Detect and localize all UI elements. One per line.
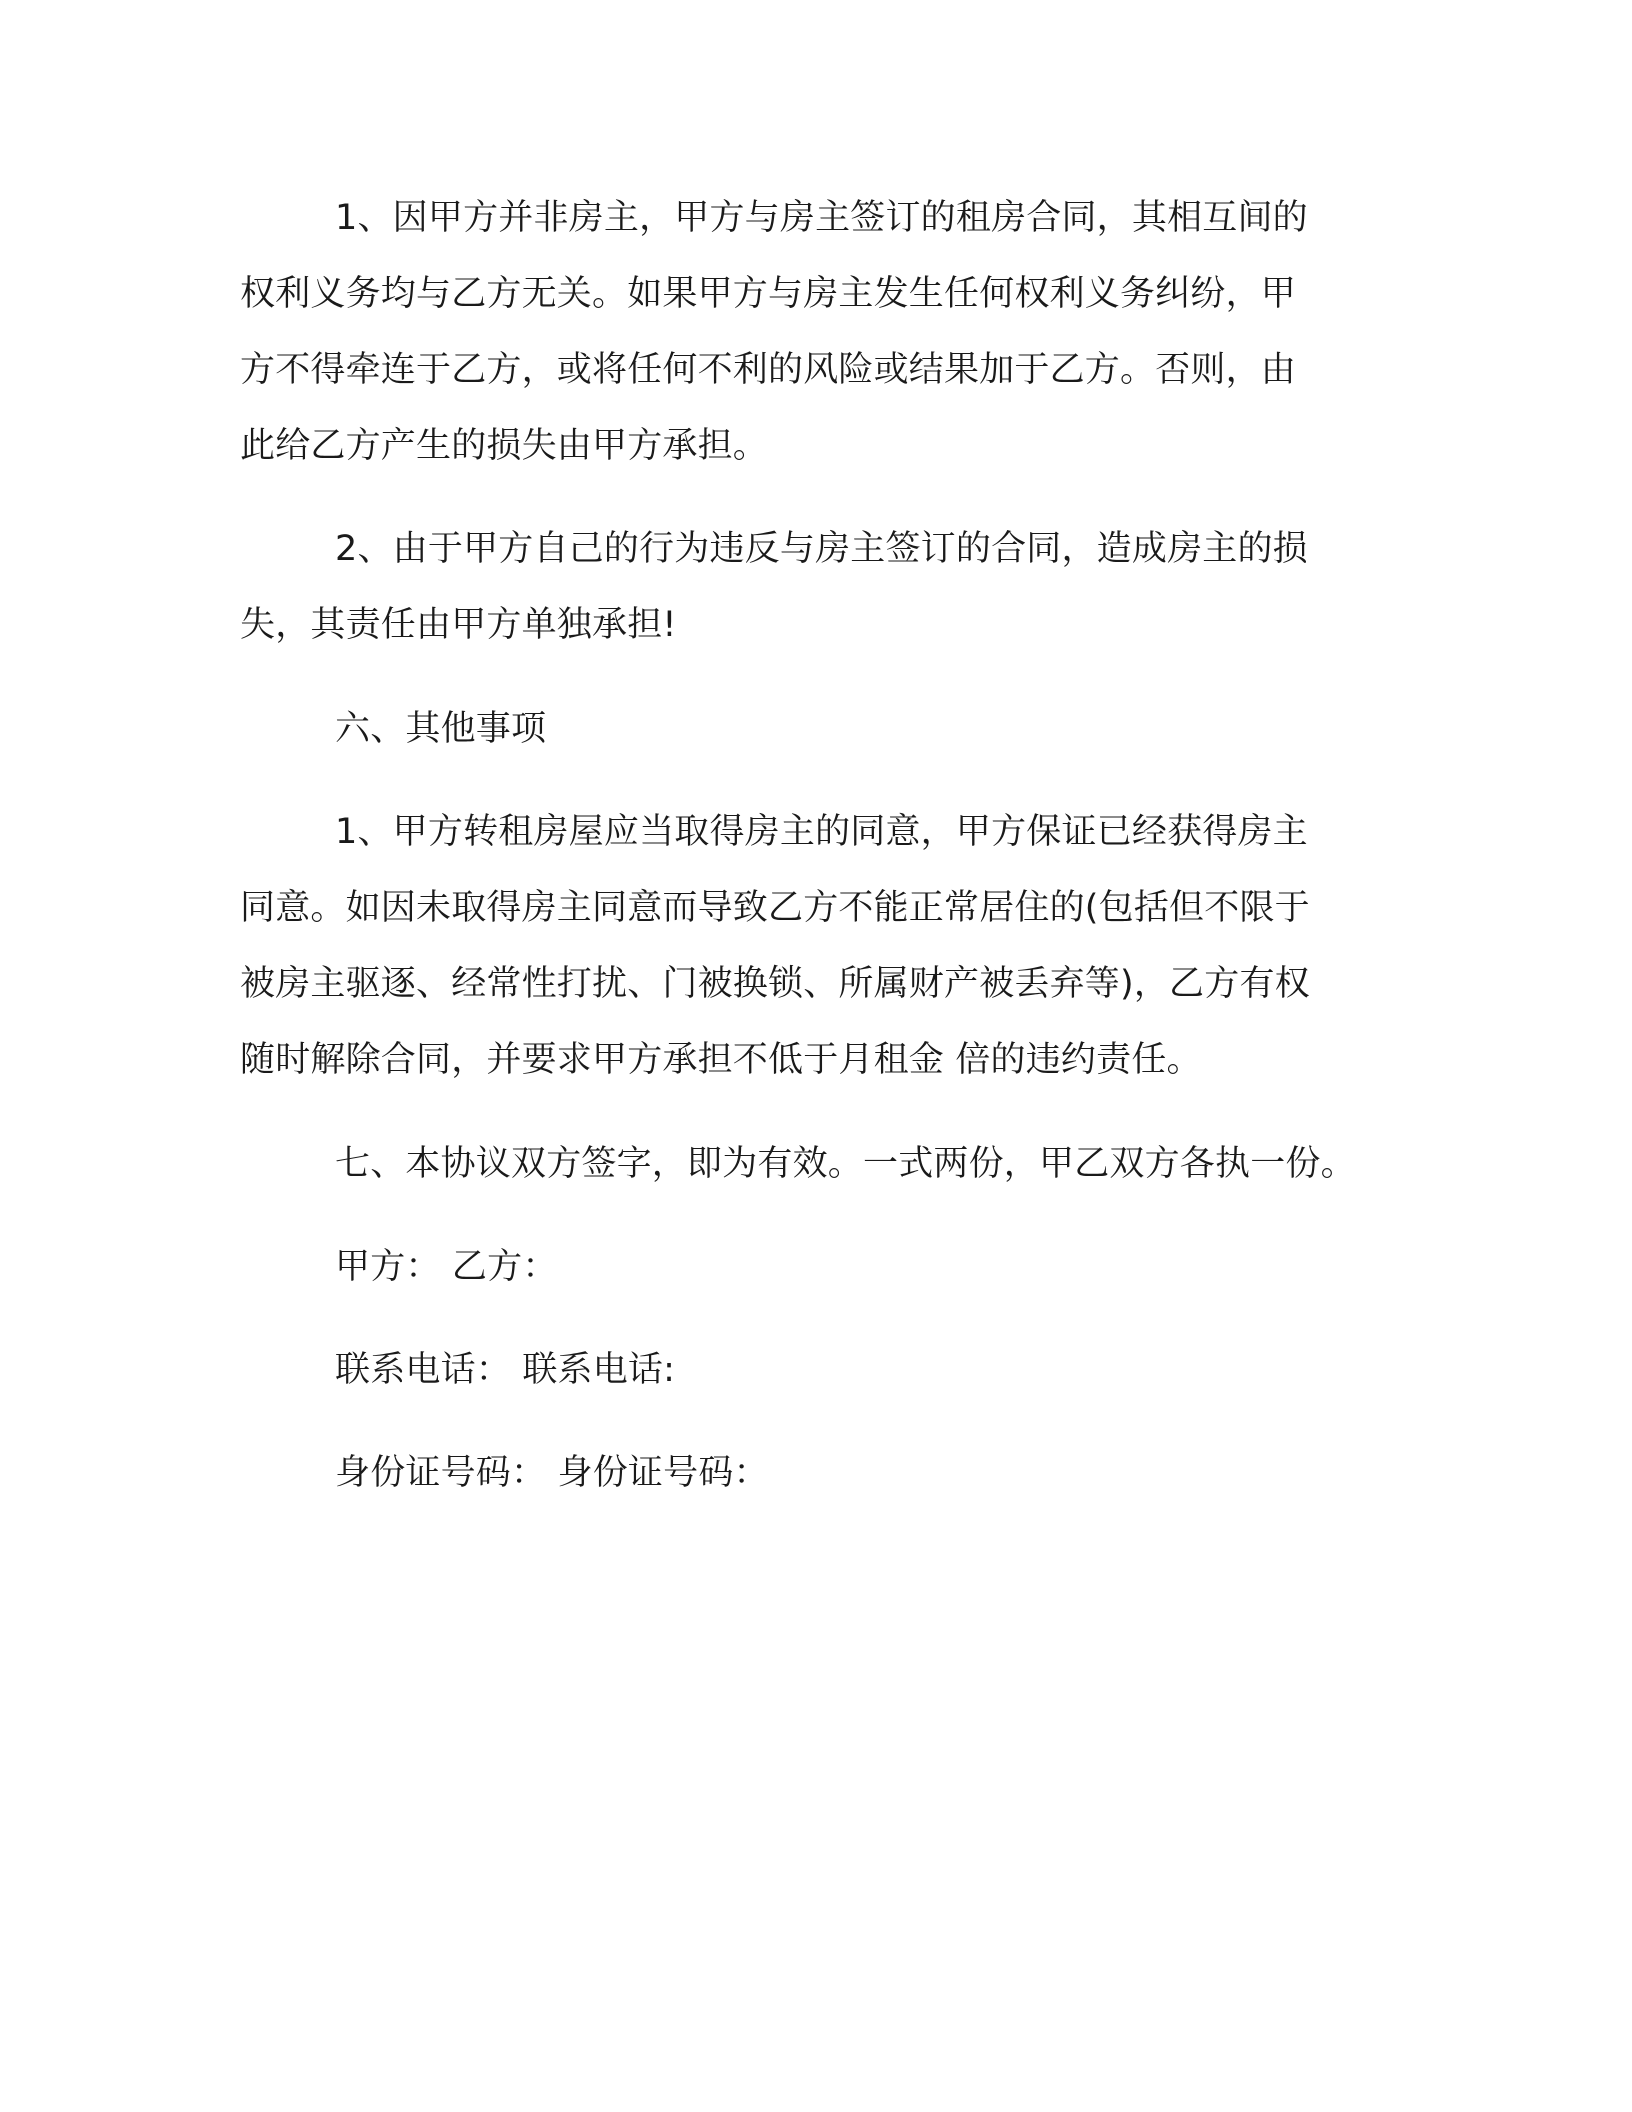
clause-1-line-3: 方不得牵连于乙方，或将任何不利的风险或结果加于乙方。否则，由 — [240, 350, 1297, 390]
signature-parties: 甲方： 乙方： — [335, 1247, 558, 1287]
clause-1-line-2: 权利义务均与乙方无关。如果甲方与房主发生任何权利义务纠纷，甲 — [240, 274, 1297, 314]
section-7-text: 七、本协议双方签字，即为有效。一式两份，甲乙双方各执一份。 — [335, 1144, 1356, 1184]
clause-2-line-1: 2、由于甲方自己的行为违反与房主签订的合同，造成房主的损 — [335, 529, 1308, 569]
section-6-clause-1-line-1: 1、甲方转租房屋应当取得房主的同意，甲方保证已经获得房主 — [335, 812, 1308, 852]
section-6-heading: 六、其他事项 — [335, 709, 547, 749]
clause-1-line-4: 此给乙方产生的损失由甲方承担。 — [240, 426, 769, 466]
clause-2-line-2: 失，其责任由甲方单独承担! — [240, 605, 677, 645]
signature-phone: 联系电话： 联系电话: — [335, 1350, 676, 1390]
section-6-clause-1-line-4: 随时解除合同，并要求甲方承担不低于月租金 倍的违约责任。 — [240, 1040, 1202, 1080]
signature-id-number: 身份证号码： 身份证号码： — [335, 1453, 769, 1493]
section-6-clause-1-line-3: 被房主驱逐、经常性打扰、门被换锁、所属财产被丢弃等)，乙方有权 — [240, 964, 1310, 1004]
clause-1-line-1: 1、因甲方并非房主，甲方与房主签订的租房合同，其相互间的 — [335, 198, 1308, 238]
section-6-clause-1-line-2: 同意。如因未取得房主同意而导致乙方不能正常居住的(包括但不限于 — [240, 888, 1310, 928]
